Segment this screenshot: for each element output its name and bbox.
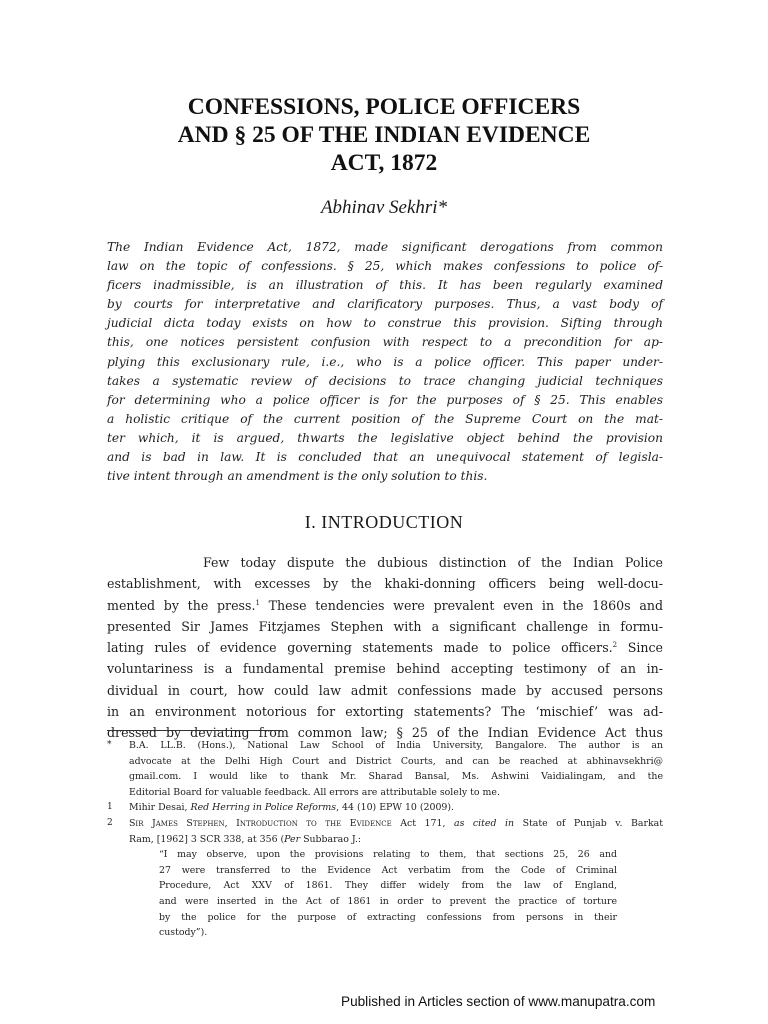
body-text-span: mented by the press. [107,597,256,613]
footnote-line: gmail.com. I would like to thank Mr. Sharad Bansal, Ms. Ashwini Vaidialingam, and the [129,771,663,783]
body-text-span: Since [617,640,663,656]
footnote-line [129,800,663,816]
body-line: Few today dispute the dubious distinction of the Indian Police [203,555,663,570]
footnote-ref-1[interactable]: 1 [255,598,260,607]
footnote-mark: 1 [107,802,113,813]
footnote-line [129,832,663,848]
body-line [107,595,663,616]
citation-text: Subbarao J.: [300,833,361,845]
abstract-line: ficers inadmissible, is an illustration of this. It has been regularly examined [107,278,663,293]
citation-rest: , 44 (10) EPW 10 (2009). [336,802,455,814]
title-line-3: ACT, 1872 [330,150,438,176]
abstract-line: and is bad in law. It is concluded that an unequivocal statement of legisla- [107,450,663,465]
body-text-span: These tendencies were prevalent even in the 1860s and [259,597,664,613]
footnote-text [129,738,663,800]
body-line: dressed by deviating from common law; § 25 of the Indian Evidence Act thus [107,725,663,741]
citation-title: Red Herring in Police Reforms [190,802,337,814]
abstract-line: law on the topic of confessions. § 25, which makes confessions to police of- [107,259,663,274]
footnotes [107,738,663,939]
abstract-line: judicial dicta today exists on how to construe this provision. Sifting through [107,316,663,331]
footnote-1 [107,800,663,816]
abstract-line: a holistic critique of the current position of the Supreme Court on the mat- [107,411,663,426]
footnote-star [107,738,663,800]
citation-text: Ram, [1962] 3 SCR 338, at 356 ( [129,833,285,845]
quote-line: 27 were transferred to the Evidence Act verbatim from the Code of Criminal [159,864,617,876]
footnote-line: advocate at the Delhi High Court and District Courts, and can be reached at abhinavsekhri@ [129,755,663,767]
abstract-line: ter which, it is argued, thwarts the legislative object behind the provision [107,430,663,445]
footnote-line [129,816,663,832]
body-line: establishment, with excesses by the khaki-donning officers being well-docu- [107,576,663,592]
footnote-line: B.A. LL.B. (Hons.), National Law School of India University, Bangalore. The author is an [129,740,663,751]
quote-line: by the police for the purpose of extracting confessions from persons in their [159,911,617,923]
footnote-divider [107,730,282,731]
block-quote [129,847,663,939]
quote-line: Procedure, Act XXV of 1861. They differ widely from the law of England, [159,880,617,892]
publisher-footer: Published in Articles section of www.manupatra.com [341,994,656,1009]
body-text [107,552,663,744]
footnote-2 [107,816,663,939]
citation-per: Per [284,833,301,845]
abstract-line: The Indian Evidence Act, 1872, made significant derogations from common [107,240,663,254]
body-line: presented Sir James Fitzjames Stephen with a significant challenge in formu- [107,618,663,634]
citation-author: Mihir Desai, [129,802,191,814]
quote-line: custody”). [159,927,208,939]
abstract-line: this, one notices persistent confusion with respect to a precondition for ap- [107,335,663,350]
footnote-mark: * [107,740,112,750]
citation-case: State of Punjab v. Barkat [514,817,663,829]
abstract [107,238,663,486]
title-line-2: AND § 25 OF THE INDIAN EVIDENCE [177,122,591,148]
abstract-line: for determining who a police officer is for the purposes of § 25. This enables [107,392,663,407]
body-line: voluntariness is a fundamental premise behind accepting testimony of an in- [107,661,663,677]
citation-signal: as cited in [453,817,515,829]
abstract-line: plying this exclusionary rule, i.e., who is a police officer. This paper under- [107,354,663,369]
author-name: Abhinav Sekhri* [320,197,448,218]
abstract-line: takes a systematic review of decisions to trace changing judicial techniques [107,373,663,388]
abstract-line: tive intent through an amendment is the only solution to this. [107,469,488,484]
quote-line: “I may observe, upon the provisions relating to them, that sections 25, 26 and [159,849,617,861]
abstract-line: by courts for interpretative and clarificatory purposes. Thus, a vast body of [107,297,663,312]
footnote-text [129,816,663,939]
quote-line: and were inserted in the Act of 1861 in order to prevent the practice of torture [159,895,617,907]
title-line-1: CONFESSIONS, POLICE OFFICERS [187,94,581,120]
section-heading: I. INTRODUCTION [304,512,464,532]
body-line [107,637,663,658]
body-text-span: lating rules of evidence governing statements made to police officers. [107,640,613,656]
citation-act: Act 171, [391,817,454,829]
footnote-text [129,800,663,816]
article-title [100,93,668,177]
body-line: dividual in court, how could law admit confessions made by accused persons [107,682,663,698]
footnote-line: Editorial Board for valuable feedback. All errors are attributable solely to me. [129,786,500,798]
citation-author: Sir James Stephen, Introduction to the Evidence [129,817,392,829]
body-line: in an environment notorious for extorting statements? The ‘mischief’ was ad- [107,704,663,720]
footnote-mark: 2 [107,817,113,828]
footnote-ref-2[interactable]: 2 [612,641,618,649]
